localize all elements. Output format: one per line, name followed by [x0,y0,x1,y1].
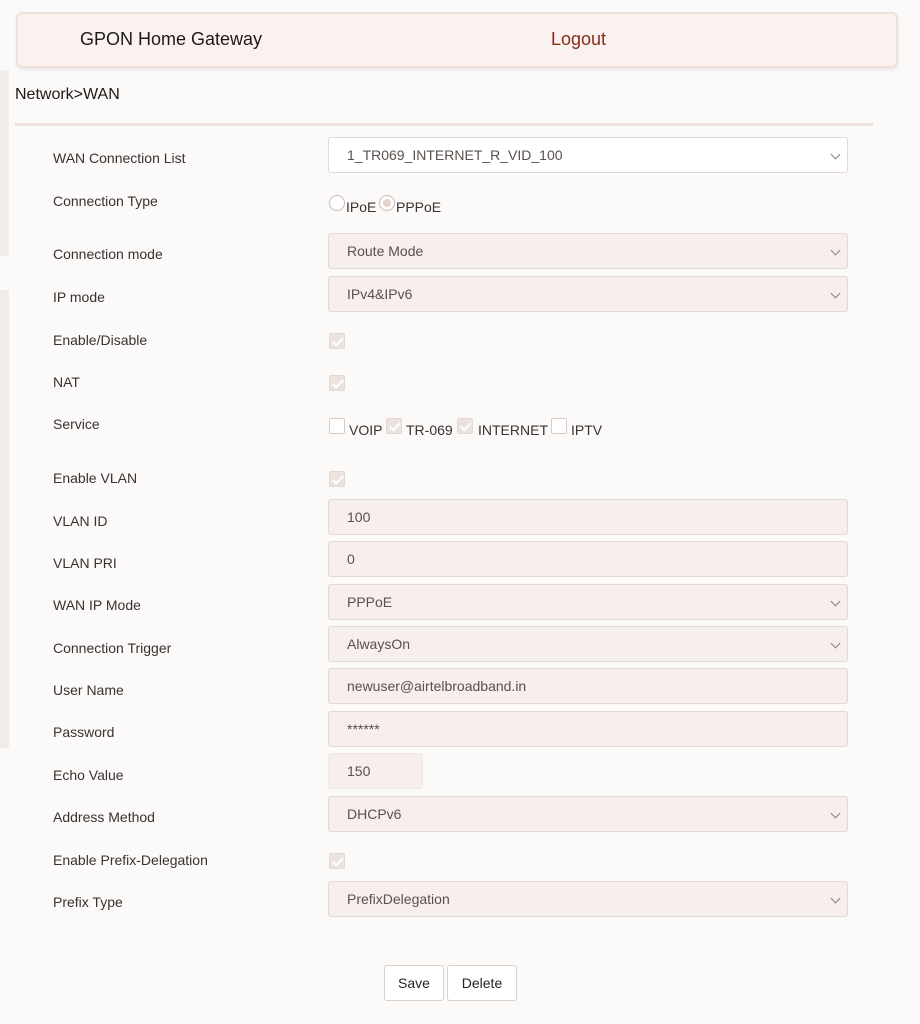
wan-ip-mode-label: WAN IP Mode [53,597,141,613]
vlan-id-value: 100 [347,509,371,525]
user-name-label: User Name [53,682,124,698]
service-tr069-checkbox[interactable] [386,418,402,434]
logout-link[interactable]: Logout [551,29,607,49]
enable-prefix-delegation-checkbox[interactable] [329,853,345,869]
service-iptv-label: IPTV [571,422,603,438]
address-method-select[interactable] [328,796,848,832]
service-voip-label: VOIP [349,422,383,438]
breadcrumb: Network>WAN [15,86,120,103]
connection-type-label: Connection Type [53,193,158,209]
wan-ip-mode-value: PPPoE [347,594,393,610]
enable-vlan-checkbox[interactable] [329,471,345,487]
password-label: Password [53,724,115,740]
service-voip-checkbox[interactable] [329,418,345,434]
echo-value-value: 150 [347,763,371,779]
wan-connection-list-select[interactable] [328,137,848,173]
service-label: Service [53,416,100,432]
address-method-value: DHCPv6 [347,806,402,822]
nat-checkbox[interactable] [329,375,345,391]
wan-connection-list-label: WAN Connection List [53,150,186,166]
ipoe-radio-label: IPoE [346,199,377,215]
top-header [16,12,898,68]
user-name-value: newuser@airtelbroadband.in [347,678,527,694]
connection-mode-select[interactable] [328,233,848,269]
connection-mode-value: Route Mode [347,243,424,259]
wan-ip-mode-select[interactable] [328,584,848,620]
connection-mode-label: Connection mode [53,246,163,262]
brand-title: GPON Home Gateway [80,29,263,49]
prefix-type-label: Prefix Type [53,894,123,910]
connection-trigger-value: AlwaysOn [347,636,411,652]
pppoe-radio[interactable] [379,195,395,211]
service-internet-checkbox[interactable] [457,418,473,434]
service-internet-label: INTERNET [478,422,548,438]
enable-disable-checkbox[interactable] [329,333,345,349]
left-panel-edge-top [0,70,9,256]
enable-vlan-label: Enable VLAN [53,470,138,486]
connection-trigger-select[interactable] [328,626,848,662]
connection-trigger-label: Connection Trigger [53,640,172,656]
ipoe-radio[interactable] [329,195,345,211]
service-iptv-checkbox[interactable] [551,418,567,434]
save-button[interactable]: Save [384,965,444,1001]
divider [15,123,873,126]
password-value: ****** [347,721,380,737]
ip-mode-select[interactable] [328,276,848,312]
address-method-label: Address Method [53,809,155,825]
enable-prefix-delegation-label: Enable Prefix-Delegation [53,852,208,868]
vlan-pri-label: VLAN PRI [53,555,117,571]
echo-value-label: Echo Value [53,767,124,783]
chevron-down-icon [831,289,841,299]
chevron-down-icon [831,894,841,904]
password-input[interactable] [328,711,848,747]
user-name-input[interactable] [328,668,848,704]
prefix-type-value: PrefixDelegation [347,891,450,907]
nat-label: NAT [53,374,80,390]
wan-connection-list-value: 1_TR069_INTERNET_R_VID_100 [347,147,563,163]
enable-disable-label: Enable/Disable [53,332,148,348]
service-tr069-label: TR-069 [406,422,453,438]
chevron-down-icon [831,639,841,649]
vlan-pri-value: 0 [347,551,355,567]
delete-button[interactable]: Delete [447,965,517,1001]
prefix-type-select[interactable] [328,881,848,917]
echo-value-input[interactable] [328,753,423,789]
chevron-down-icon [831,246,841,256]
chevron-down-icon [831,809,841,819]
ip-mode-label: IP mode [53,289,105,305]
ip-mode-value: IPv4&IPv6 [347,286,413,302]
vlan-id-label: VLAN ID [53,513,108,529]
pppoe-radio-label: PPPoE [396,199,442,215]
vlan-pri-input[interactable] [328,541,848,577]
vlan-id-input[interactable] [328,499,848,535]
left-panel-edge [0,290,9,748]
chevron-down-icon [831,597,841,607]
chevron-down-icon [831,150,841,160]
